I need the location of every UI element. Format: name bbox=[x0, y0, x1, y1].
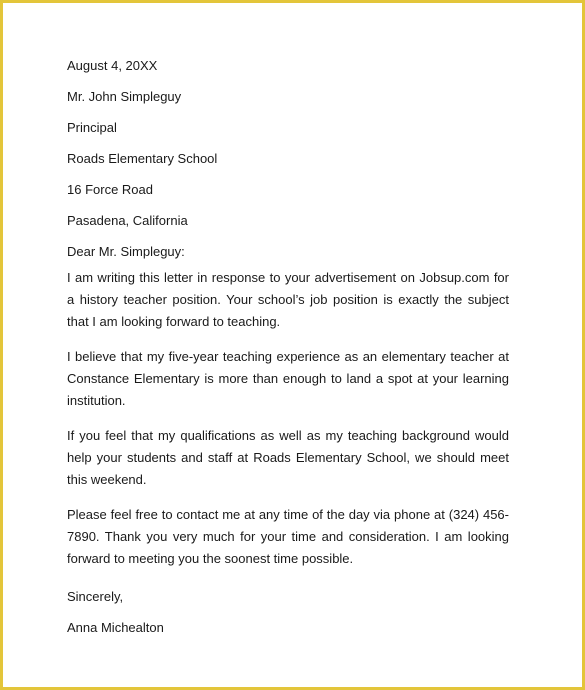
school-name: Roads Elementary School bbox=[67, 151, 218, 166]
cover-letter bbox=[67, 55, 509, 648]
recipient-title: Principal bbox=[67, 120, 117, 135]
body-paragraph-4: Please feel free to contact me at any time of the day via phone at (324) 456-7890. Thank you very much for your time and consideration. I am looking forward to meeting you the soonest time possible. bbox=[67, 507, 509, 566]
street-address: 16 Force Road bbox=[67, 182, 153, 197]
body-paragraph-3: If you feel that my qualifications as well as my teaching background would help your students and staff at Roads Elementary School, we should meet this weekend. bbox=[67, 428, 509, 487]
recipient-name: Mr. John Simpleguy bbox=[67, 89, 182, 104]
city-state: Pasadena, California bbox=[67, 213, 188, 228]
body-paragraph-2: I believe that my five-year teaching experience as an elementary teacher at Constance Elementary is more than enough to land a spot at your learning institution. bbox=[67, 349, 509, 408]
body-paragraph-1: I am writing this letter in response to your advertisement on Jobsup.com for a history teacher position. Your school’s job position is exactly the subject that I am looking forward to teaching. bbox=[67, 270, 509, 329]
signature-name: Anna Michealton bbox=[67, 620, 164, 635]
salutation: Dear Mr. Simpleguy: bbox=[67, 244, 185, 259]
closing: Sincerely, bbox=[67, 589, 124, 604]
letter-date: August 4, 20XX bbox=[67, 58, 158, 73]
